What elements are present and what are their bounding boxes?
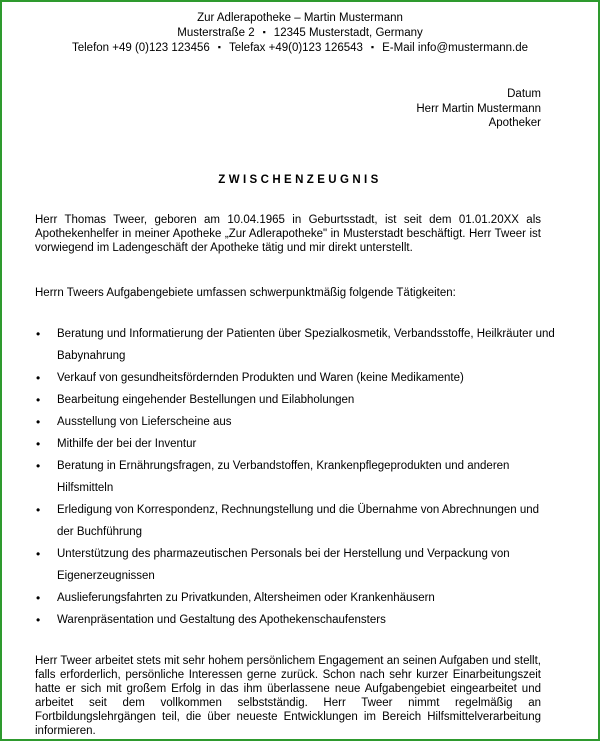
- separator-icon: ▪: [370, 42, 375, 52]
- list-item: • Unterstützung des pharmazeutischen Personals bei der Herstellung und Verpackung von Eigenerzeugnissen: [35, 543, 555, 587]
- tasks-intro: Herrn Tweers Aufgabengebiete umfassen schwerpunktmäßig folgende Tätigkeiten:: [35, 287, 456, 299]
- letterhead-contact: [2, 40, 598, 55]
- recipient-name: Herr Martin Mustermann: [416, 102, 541, 115]
- letterhead: [2, 11, 598, 55]
- task-list: [35, 323, 555, 631]
- list-item: • Verkauf von gesundheitsfördernden Produkten und Waren (keine Medikamente): [35, 367, 555, 389]
- recipient-role: Apotheker: [488, 117, 541, 129]
- letterhead-company: Zur Adlerapotheke – Martin Mustermann: [197, 12, 403, 24]
- document-title: ZWISCHENZEUGNIS: [218, 174, 382, 186]
- list-item: • Ausstellung von Lieferscheine aus: [35, 411, 555, 433]
- list-item: • Beratung und Informatierung der Patienten über Spezialkosmetik, Verbandsstoffe, Heilkräuter und Babynahrung: [35, 323, 555, 367]
- letterhead-phone: Telefon +49 (0)123 123456: [71, 42, 210, 54]
- date-label: Datum: [507, 88, 541, 100]
- intro-paragraph: Herr Thomas Tweer, geboren am 10.04.1965 in Geburtsstadt, ist seit dem 01.01.20XX als Apothekenhelfer in meiner Apotheke „Zur Adlerapotheke" in Musterstadt beschäftigt. Herr Tweer ist vorwiegend im Ladengeschäft der Apotheke tätig und mir direkt unterstellt.: [35, 214, 541, 254]
- list-item: • Warenpräsentation und Gestaltung des Apothekenschaufensters: [35, 609, 555, 631]
- list-item: • Mithilfe der bei der Inventur: [35, 433, 555, 455]
- separator-icon: ▪: [262, 27, 266, 37]
- recipient-block: [416, 87, 541, 131]
- letterhead-email: E-Mail info@mustermann.de: [382, 42, 529, 54]
- list-item: • Auslieferungsfahrten zu Privatkunden, Altersheimen oder Krankenhäusern: [35, 587, 555, 609]
- closing-paragraph: Herr Tweer arbeitet stets mit sehr hohem persönlichem Engagement an seinen Aufgaben und stellt, falls erforderlich, persönliche Interessen gerne zurück. Schon nach sehr kurzer Einarbeitungszeit hatte er sich mit großem Erfolg in das ihm überlassene neue Aufgabengebiet eingearbeitet und arbeitet seit dem vollkommen selbstständig. Herr Tweer nimmt regelmäßig an Fortbildungslehrgängen teil, die über neueste Entwicklungen im Bereich Hilfsmittelverarbeitung informieren.: [35, 655, 541, 737]
- list-item: • Beratung in Ernährungsfragen, zu Verbandstoffen, Krankenpflegeprodukten und anderen Hilfsmitteln: [35, 455, 555, 499]
- separator-icon: ▪: [217, 42, 221, 52]
- letterhead-address: [2, 25, 598, 40]
- letterhead-street: Musterstraße 2: [177, 27, 255, 39]
- letterhead-fax: Telefax +49(0)123 126543: [228, 42, 363, 54]
- letterhead-city: 12345 Musterstadt, Germany: [273, 27, 423, 39]
- list-item: • Erledigung von Korrespondenz, Rechnungstellung und die Übernahme von Abrechnungen und der Buchführung: [35, 499, 555, 543]
- list-item: • Bearbeitung eingehender Bestellungen und Eilabholungen: [35, 389, 555, 411]
